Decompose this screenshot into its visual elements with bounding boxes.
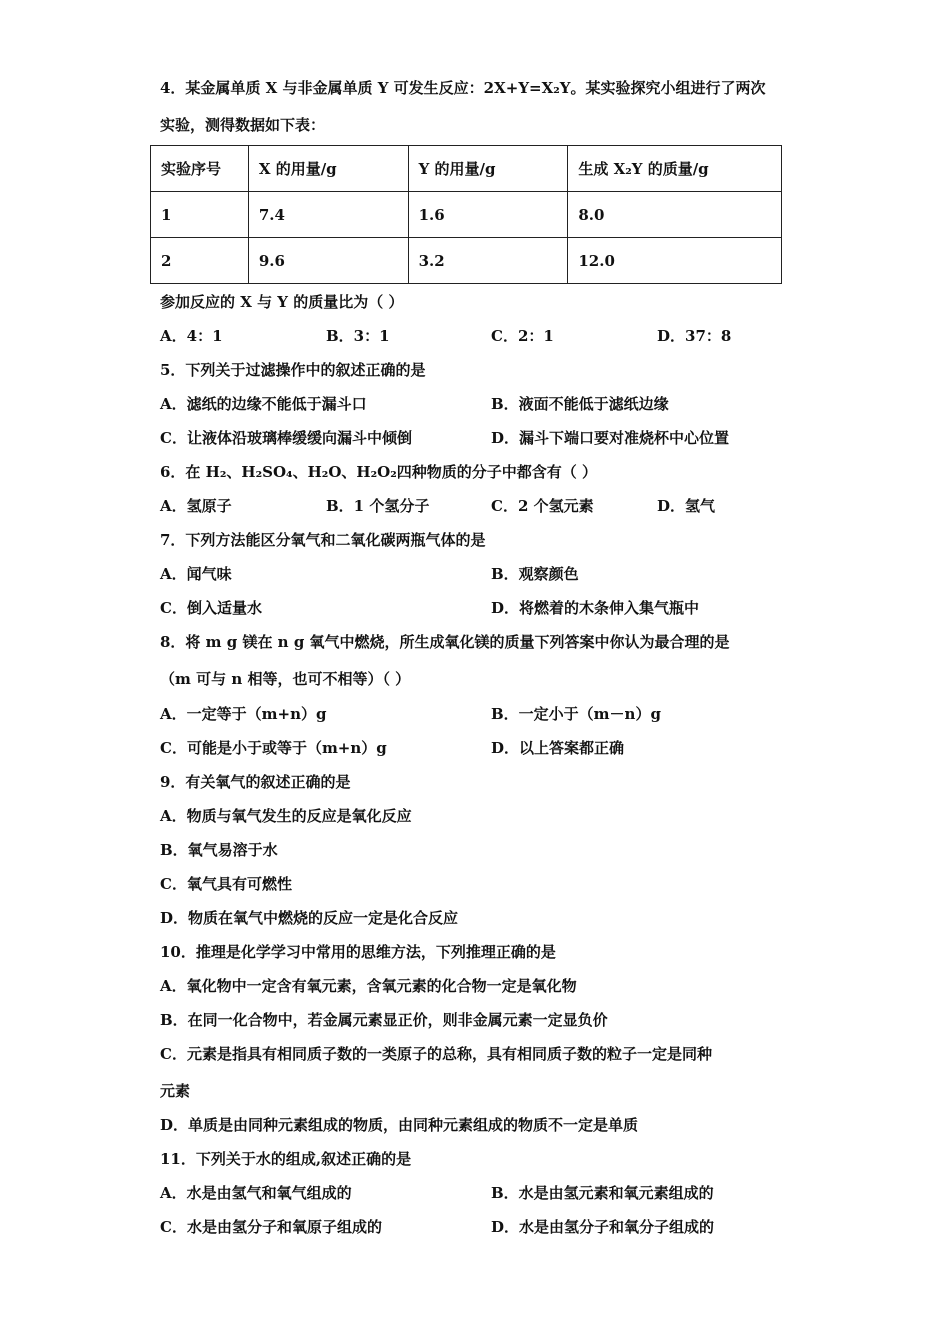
q9-option-d: D．物质在氧气中燃烧的反应一定是化合反应 xyxy=(160,909,459,927)
q8-option-a: A．一定等于（m+n）g xyxy=(160,705,327,723)
q11-option-a: A．水是由氢气和氧气组成的 xyxy=(160,1184,352,1202)
q5-option-a: A．滤纸的边缘不能低于漏斗口 xyxy=(160,395,367,413)
table-cell: 7.4 xyxy=(248,192,408,238)
q7-option-d: D．将燃着的木条伸入集气瓶中 xyxy=(491,599,700,617)
table-cell: 3.2 xyxy=(408,238,568,284)
q4-option-c: C．2：1 xyxy=(491,327,554,345)
q7-option-a: A．闻气味 xyxy=(160,565,232,583)
q7-stem: 7．下列方法能区分氧气和二氧化碳两瓶气体的是 xyxy=(160,531,486,549)
q7-option-b: B．观察颜色 xyxy=(491,565,579,583)
q4-stem-line2: 实验，测得数据如下表： xyxy=(160,116,326,134)
q11-option-c: C．水是由氢分子和氧原子组成的 xyxy=(160,1218,382,1236)
q11-option-d: D．水是由氢分子和氧分子组成的 xyxy=(491,1218,715,1236)
q4-question: 参加反应的 X 与 Y 的质量比为（ ） xyxy=(160,293,404,311)
q5-option-b: B．液面不能低于滤纸边缘 xyxy=(491,395,669,413)
table-cell: 1.6 xyxy=(408,192,568,238)
q11-option-b: B．水是由氢元素和氧元素组成的 xyxy=(491,1184,714,1202)
q4-option-d: D．37：8 xyxy=(657,327,732,345)
table-cell: 9.6 xyxy=(248,238,408,284)
table-row xyxy=(151,192,782,238)
table-cell: 2 xyxy=(151,238,249,284)
table-header-cell: X 的用量/g xyxy=(248,146,408,192)
q6-option-b: B．1 个氢分子 xyxy=(326,497,430,515)
q8-option-d: D．以上答案都正确 xyxy=(491,739,625,757)
table-header-row xyxy=(151,146,782,192)
q8-stem-line2: （m 可与 n 相等，也可不相等）（ ） xyxy=(160,670,411,688)
table-cell: 1 xyxy=(151,192,249,238)
q9-option-b: B．氧气易溶于水 xyxy=(160,841,278,859)
q10-option-c-continued: 元素 xyxy=(160,1082,191,1100)
q8-option-b: B．一定小于（m－n）g xyxy=(491,705,661,723)
q10-option-c: C．元素是指具有相同质子数的一类原子的总称，具有相同质子数的粒子一定是同种 xyxy=(160,1045,712,1063)
q9-option-c: C．氧气具有可燃性 xyxy=(160,875,292,893)
q4-option-b: B．3：1 xyxy=(326,327,390,345)
table-header-cell: Y 的用量/g xyxy=(408,146,568,192)
q5-option-c: C．让液体沿玻璃棒缓缓向漏斗中倾倒 xyxy=(160,429,412,447)
q7-option-c: C．倒入适量水 xyxy=(160,599,262,617)
q9-stem: 9．有关氧气的叙述正确的是 xyxy=(160,773,351,791)
table-cell: 8.0 xyxy=(568,192,782,238)
q10-option-d: D．单质是由同种元素组成的物质，由同种元素组成的物质不一定是单质 xyxy=(160,1116,639,1134)
table-header-cell: 实验序号 xyxy=(151,146,249,192)
q10-option-b: B．在同一化合物中，若金属元素显正价，则非金属元素一定显负价 xyxy=(160,1011,608,1029)
q4-stem-line1: 4．某金属单质 X 与非金属单质 Y 可发生反应：2X+Y=X₂Y。某实验探究小组进行了两次 xyxy=(160,79,766,97)
q10-stem: 10．推理是化学学习中常用的思维方法，下列推理正确的是 xyxy=(160,943,556,961)
q6-option-c: C．2 个氢元素 xyxy=(491,497,594,515)
q6-option-d: D．氢气 xyxy=(657,497,716,515)
q4-option-a: A．4：1 xyxy=(160,327,223,345)
q10-option-a: A．氧化物中一定含有氧元素，含氧元素的化合物一定是氧化物 xyxy=(160,977,577,995)
table-cell: 12.0 xyxy=(568,238,782,284)
table-row xyxy=(151,238,782,284)
q9-option-a: A．物质与氧气发生的反应是氧化反应 xyxy=(160,807,412,825)
q5-stem: 5．下列关于过滤操作中的叙述正确的是 xyxy=(160,361,426,379)
q8-stem-line1: 8．将 m g 镁在 n g 氧气中燃烧，所生成氧化镁的质量下列答案中你认为最合理的是 xyxy=(160,633,730,651)
q8-option-c: C．可能是小于或等于（m+n）g xyxy=(160,739,387,757)
q6-option-a: A．氢原子 xyxy=(160,497,232,515)
q4-data-table xyxy=(150,145,782,284)
table-header-cell: 生成 X₂Y 的质量/g xyxy=(568,146,782,192)
q5-option-d: D．漏斗下端口要对准烧杯中心位置 xyxy=(491,429,730,447)
q6-stem: 6．在 H₂、H₂SO₄、H₂O、H₂O₂四种物质的分子中都含有（ ） xyxy=(160,463,598,481)
q11-stem: 11．下列关于水的组成,叙述正确的是 xyxy=(160,1150,412,1168)
